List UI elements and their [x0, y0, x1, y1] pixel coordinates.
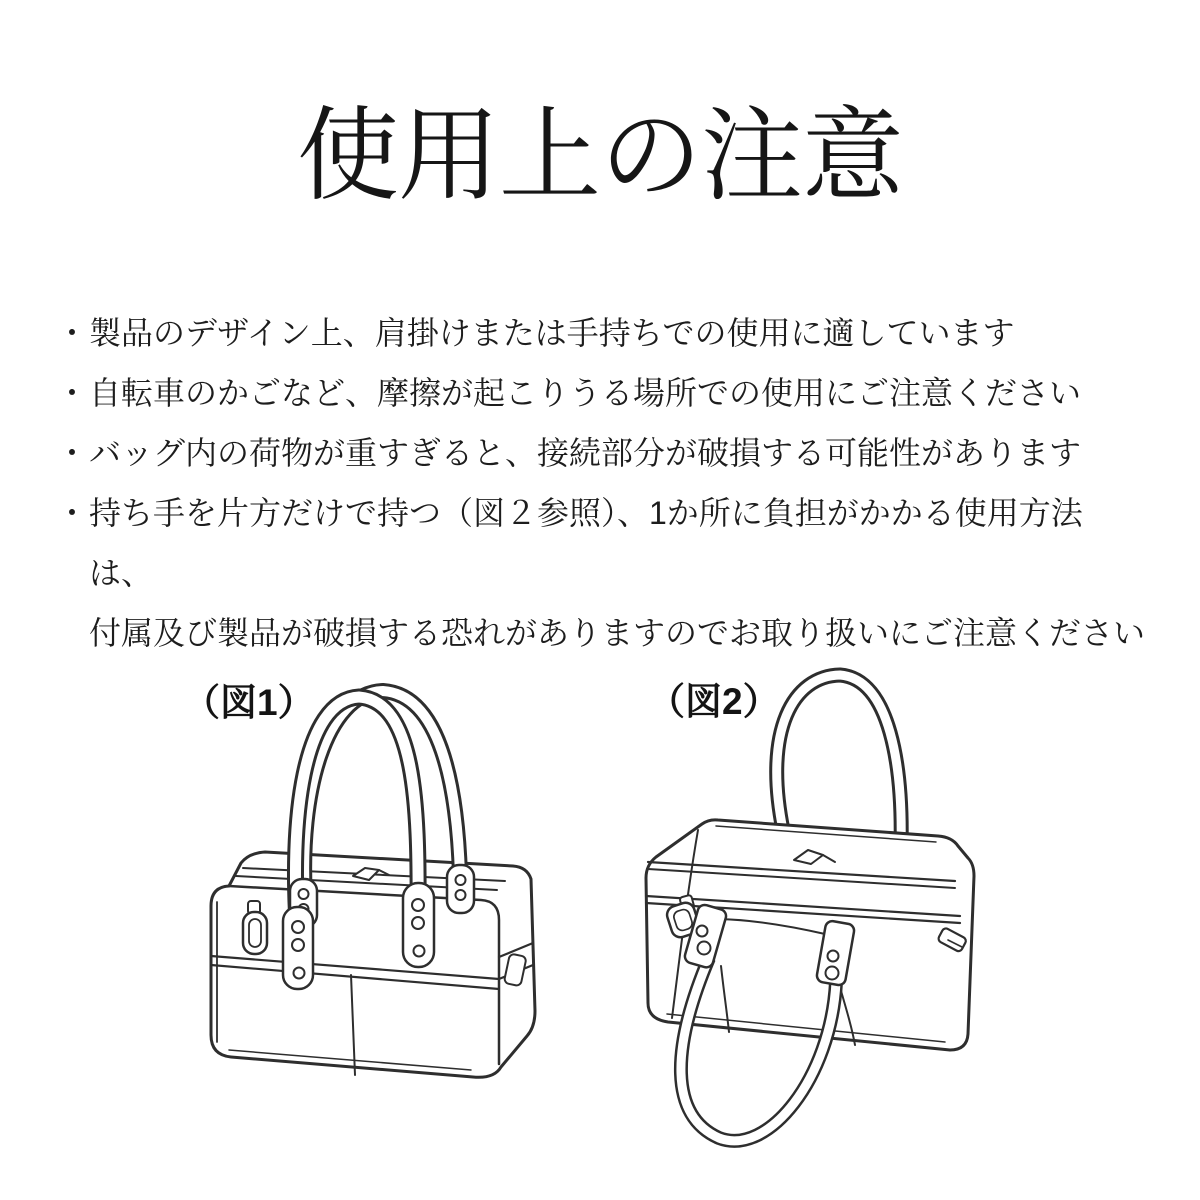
list-item	[56, 363, 1146, 423]
list-item	[56, 483, 1146, 663]
bullet-icon: ・	[56, 495, 89, 531]
bullet-icon: ・	[56, 435, 89, 471]
strap-tab	[283, 907, 313, 989]
precaution-list	[56, 303, 1146, 663]
figure-1-label: （図1）	[183, 682, 315, 723]
note-text: 持ち手を片方だけで持つ（図２参照）、1か所に負担がかかる使用方法は、	[89, 495, 1083, 591]
figure-2-label: （図2）	[648, 681, 780, 722]
note-text: 自転車のかごなど、摩擦が起こりうる場所での使用にご注意ください	[89, 375, 1082, 411]
list-item	[56, 303, 1146, 363]
list-item	[56, 423, 1146, 483]
bullet-icon: ・	[56, 375, 89, 411]
bag-body	[211, 852, 535, 1077]
note-text: 製品のデザイン上、肩掛けまたは手持ちでの使用に適しています	[89, 315, 1015, 351]
page-title: 使用上の注意	[297, 99, 903, 213]
figure-2-illustration	[605, 648, 1070, 1183]
figure-1-illustration	[165, 655, 625, 1125]
held-strap	[777, 675, 901, 848]
bullet-icon: ・	[56, 315, 89, 351]
strap-tab	[403, 883, 434, 967]
note-text: 付属及び製品が破損する恐れがありますのでお取り扱いにご注意ください	[89, 615, 1146, 651]
strap-tab	[447, 865, 474, 913]
note-text: バッグ内の荷物が重すぎると、接続部分が破損する可能性があります	[89, 435, 1082, 471]
